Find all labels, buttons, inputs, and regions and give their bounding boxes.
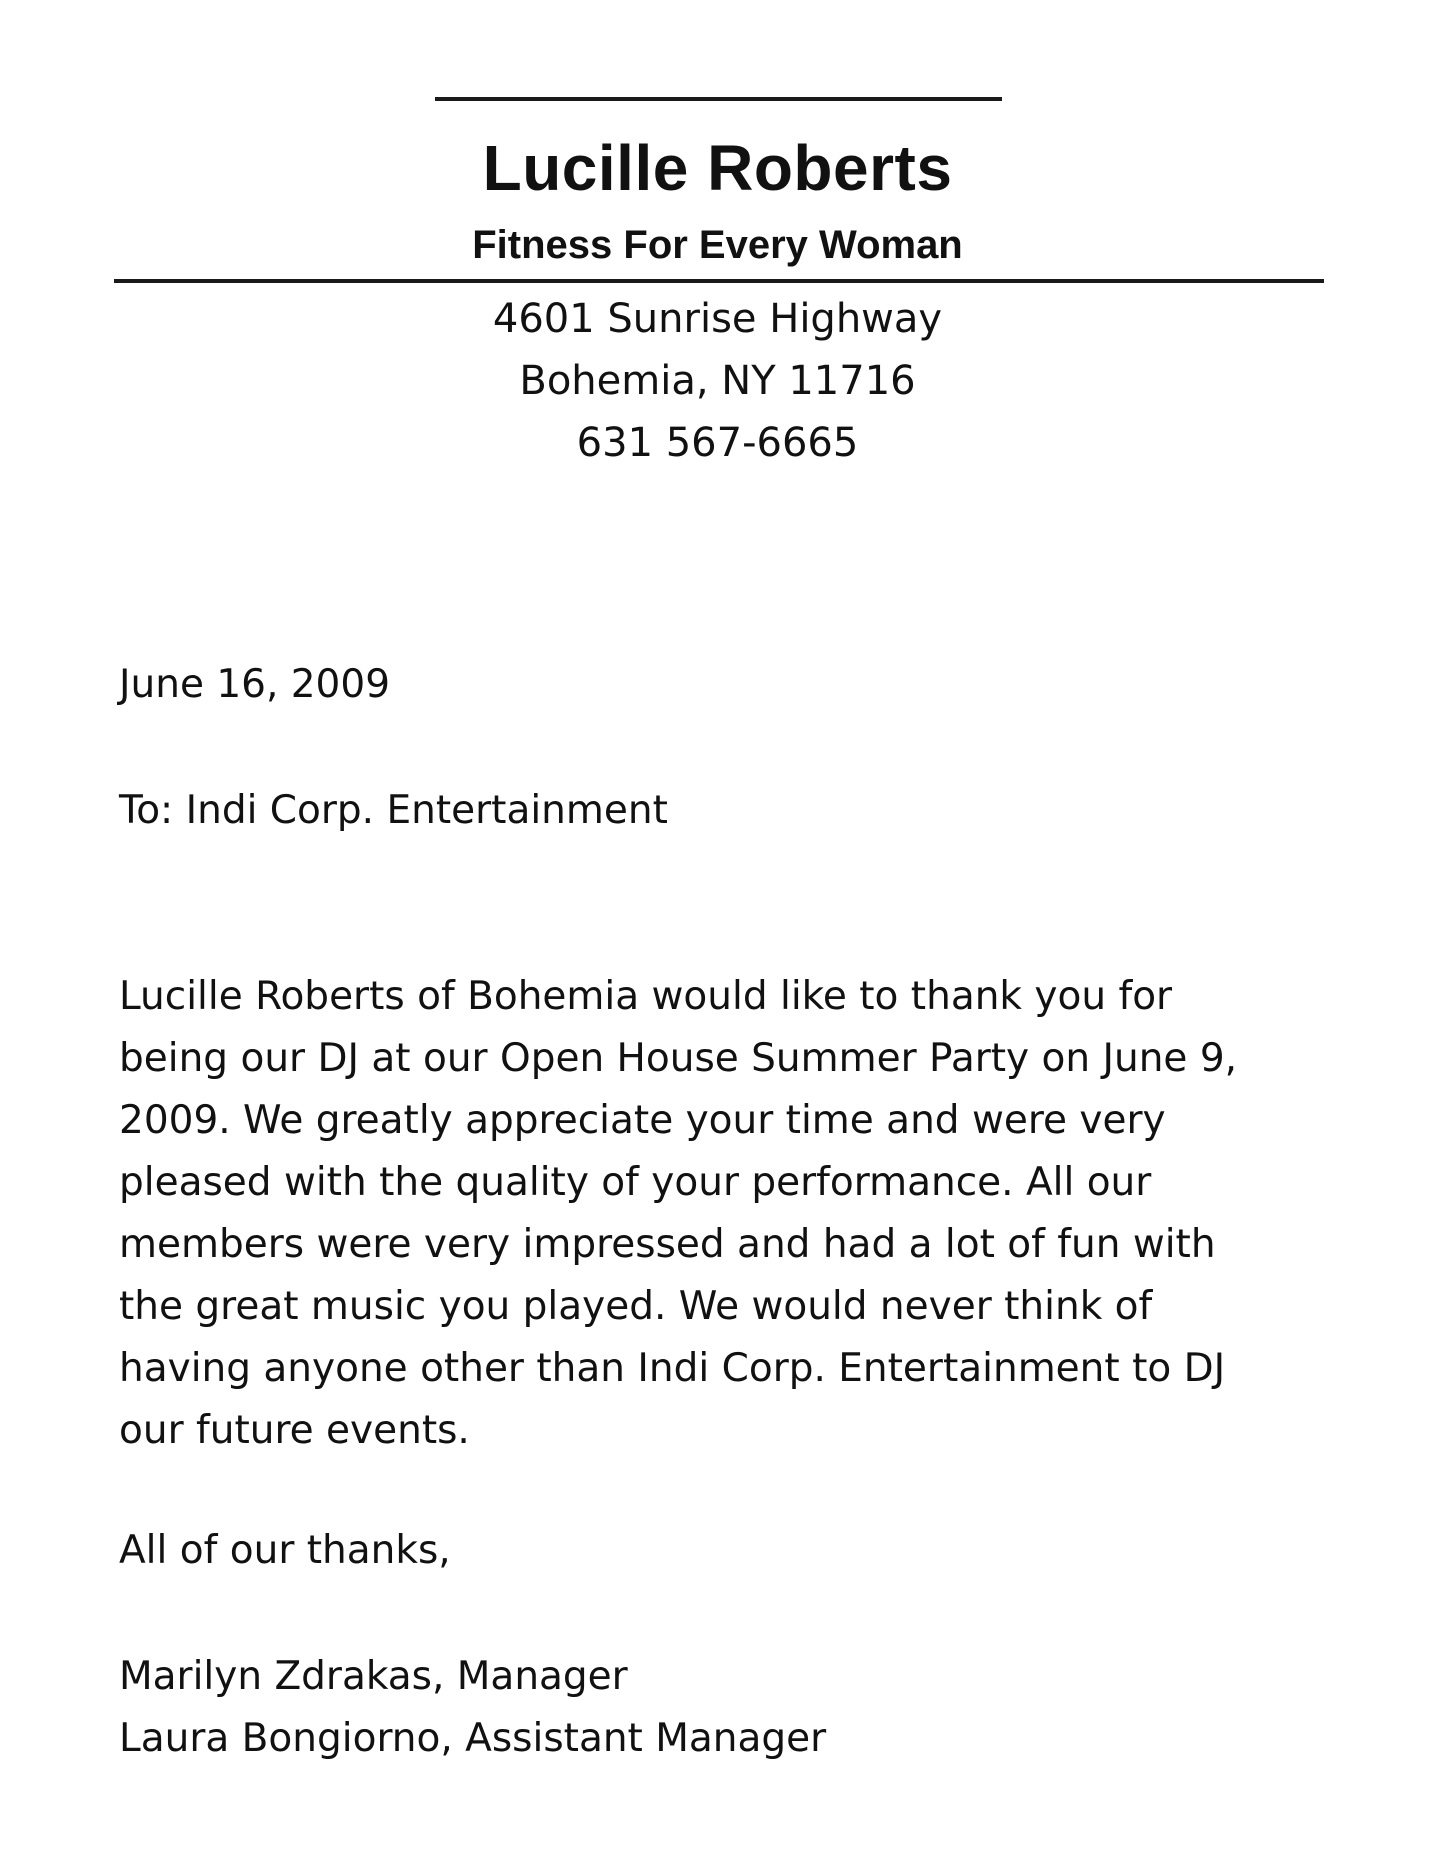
address-block xyxy=(0,288,1435,474)
address-phone: 631 567-6665 xyxy=(576,420,859,466)
address-city: Bohemia, NY 11716 xyxy=(519,358,916,404)
body-line: being our DJ at our Open House Summer Party on June 9, xyxy=(119,1036,1238,1081)
address-street: 4601 Sunrise Highway xyxy=(492,296,943,342)
header-rule xyxy=(114,279,1324,283)
body-line: having anyone other than Indi Corp. Entertainment to DJ xyxy=(119,1346,1226,1391)
body-line: members were very impressed and had a lot of fun with xyxy=(119,1222,1216,1267)
signatory-assistant-manager: Laura Bongiorno, Assistant Manager xyxy=(119,1716,827,1761)
letter-date: June 16, 2009 xyxy=(119,662,391,707)
letter-closing: All of our thanks, xyxy=(119,1528,451,1573)
top-rule xyxy=(435,97,1002,101)
letter-recipient: To: Indi Corp. Entertainment xyxy=(119,788,668,833)
body-line: 2009. We greatly appreciate your time and were very xyxy=(119,1098,1166,1143)
company-tagline: Fitness For Every Woman xyxy=(472,223,963,267)
signature-block xyxy=(119,1646,826,1770)
body-line: our future events. xyxy=(119,1408,470,1453)
body-line: pleased with the quality of your performance. All our xyxy=(119,1160,1152,1205)
body-line: Lucille Roberts of Bohemia would like to thank you for xyxy=(119,974,1173,1019)
company-name: Lucille Roberts xyxy=(482,132,953,204)
signatory-manager: Marilyn Zdrakas, Manager xyxy=(119,1654,628,1699)
letter-body xyxy=(119,966,1319,1462)
body-line: the great music you played. We would never think of xyxy=(119,1284,1153,1329)
